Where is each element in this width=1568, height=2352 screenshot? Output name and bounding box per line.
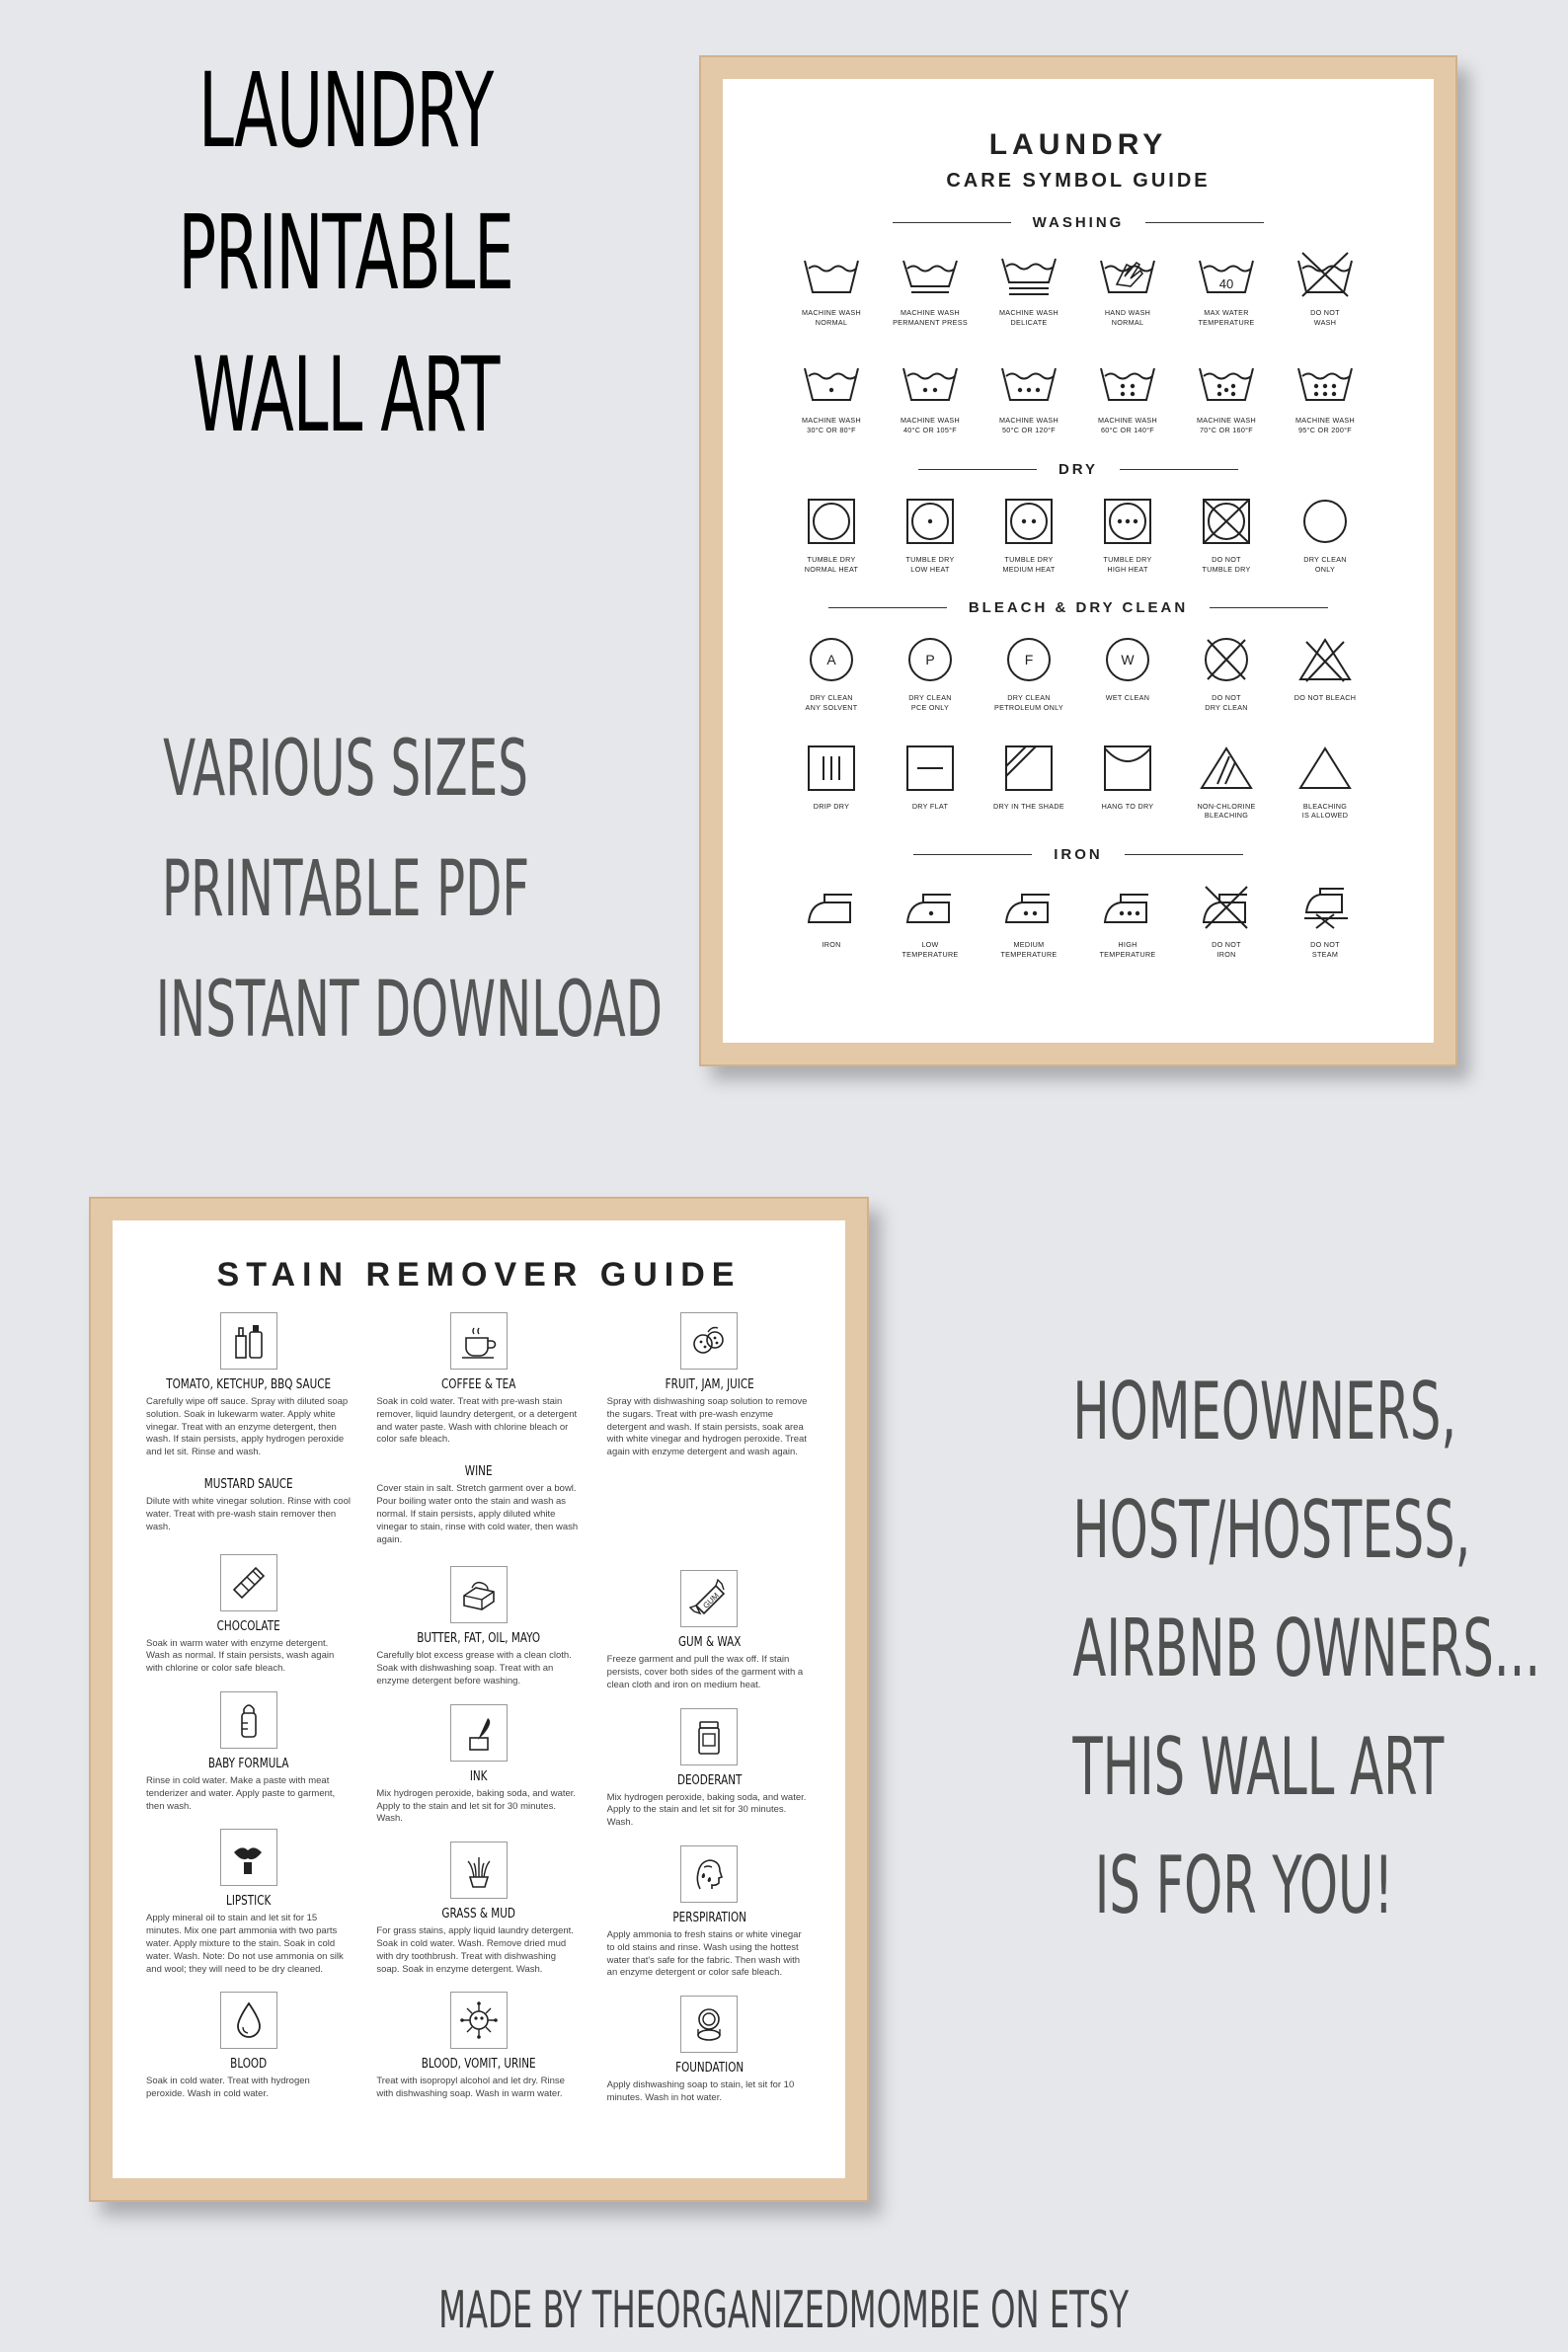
iron-high-icon <box>1097 883 1158 930</box>
stain-desc: Soak in cold water. Treat with hydrogen peroxide. Wash in cold water. <box>146 2076 310 2100</box>
symbol-dry-clean-any <box>782 636 881 712</box>
section-bleach <box>723 599 1434 616</box>
headline-line-2: PRINTABLE <box>178 193 513 313</box>
stain-desc: Spray with dishwashing soap solution to remove the sugars. Treat with pre-wash enzyme detergent and wash. If stain persists, soak area with white vinegar and hydrogen peroxide. Treat again with enzyme detergent and wash again. <box>606 1396 808 1458</box>
stain-item-wine <box>370 1462 587 1546</box>
iron-row <box>723 883 1434 959</box>
lipstick-icon <box>220 1829 277 1886</box>
symbol-dry-clean-pce <box>881 636 980 712</box>
berries-icon <box>680 1312 738 1370</box>
laundry-poster-frame <box>699 55 1457 1066</box>
non-chlorine-bleach-icon <box>1196 745 1257 792</box>
max-temp-value: 40 <box>1218 276 1234 291</box>
stain-item-gum <box>601 1570 818 1691</box>
stain-name: INK <box>470 1768 488 1784</box>
stain-column-1 <box>140 1312 356 2121</box>
section-dry <box>723 461 1434 478</box>
section-iron-label: IRON <box>1054 846 1103 864</box>
symbol-caption: HAND WASH NORMAL <box>1104 308 1151 327</box>
stain-name: BLOOD <box>230 2057 268 2073</box>
stain-name: MUSTARD SAUCE <box>203 1477 293 1493</box>
symbol-non-chlorine <box>1177 745 1276 821</box>
stain-item-tomato <box>140 1312 356 1459</box>
symbol-caption: DO NOT STEAM <box>1310 940 1340 959</box>
symbol-caption: MACHINE WASH 60°C OR 140°F <box>1097 416 1158 435</box>
symbol-tumble-dry-medium <box>980 498 1078 574</box>
symbol-caption: DRY CLEAN PCE ONLY <box>908 693 952 713</box>
symbol-wash-30 <box>782 358 881 434</box>
do-not-iron-icon <box>1196 883 1257 930</box>
stain-name: LIPSTICK <box>226 1894 272 1910</box>
symbol-delicate <box>980 251 1078 327</box>
stain-item-lipstick <box>140 1829 356 1976</box>
stain-name: BABY FORMULA <box>207 1756 289 1771</box>
stain-desc: Rinse in cold water. Make a paste with meat tenderizer and water. Apply paste to garment, then wash. <box>146 1774 336 1812</box>
ink-quill-icon <box>450 1704 508 1762</box>
stain-title: STAIN REMOVER GUIDE <box>216 1256 742 1294</box>
symbol-tumble-dry-normal <box>782 498 881 574</box>
stain-name: TOMATO, KETCHUP, BBQ SAUCE <box>166 1377 332 1392</box>
dry-flat-icon <box>900 745 961 792</box>
stain-item-bodily <box>370 1992 587 2101</box>
headline <box>39 50 652 455</box>
circle-a-icon <box>801 636 862 683</box>
section-iron <box>723 846 1434 863</box>
wash-tub-icon <box>801 251 862 298</box>
symbol-max-temperature <box>1177 251 1276 327</box>
symbol-bleaching-allowed <box>1276 745 1374 821</box>
stain-item-perspiration <box>601 1845 818 1980</box>
stain-desc: Mix hydrogen peroxide, baking soda, and water. Apply to the stain and let sit for 30 minutes. Wash. <box>376 1787 577 1825</box>
circle-w-icon <box>1097 636 1158 683</box>
headline-line-3: WALL ART <box>192 335 500 455</box>
do-not-steam-icon <box>1294 883 1356 930</box>
symbol-dry-in-shade <box>980 745 1078 821</box>
symbol-wash-40 <box>881 358 980 434</box>
stain-item-baby-formula <box>140 1691 356 1813</box>
audience-line-3: AIRBNB OWNERS... <box>1072 1603 1541 1694</box>
stain-column-3 <box>601 1312 818 2121</box>
stain-column-2 <box>370 1312 587 2121</box>
hand-wash-icon <box>1097 251 1158 298</box>
symbol-caption: DO NOT WASH <box>1310 308 1340 327</box>
stain-item-grass <box>370 1842 587 1976</box>
symbol-caption: DRY IN THE SHADE <box>993 801 1064 811</box>
symbol-caption: DRY CLEAN ONLY <box>1303 554 1347 574</box>
bleach-allowed-icon <box>1294 745 1356 792</box>
letter-f: F <box>1024 652 1034 668</box>
stain-desc: For grass stains, apply liquid laundry detergent. Soak in cold water. Wash. Remove dried mud with dry toothbrush. Treat with dishwashing soap. Soak in enzyme detergent. Wash. <box>376 1925 574 1975</box>
symbol-iron <box>782 883 881 959</box>
stain-desc: Mix hydrogen peroxide, baking soda, and water. Apply to the stain and let sit for 30 minutes. Wash. <box>606 1791 807 1829</box>
symbol-wash-50 <box>980 358 1078 434</box>
symbol-wet-clean <box>1078 636 1177 712</box>
wash-5-dots-icon <box>1196 358 1257 406</box>
symbol-iron-high <box>1078 883 1177 959</box>
audience-line-5: IS FOR YOU! <box>1094 1840 1394 1931</box>
symbol-caption: TUMBLE DRY HIGH HEAT <box>1103 554 1152 574</box>
stain-item-blood <box>140 1992 356 2101</box>
symbol-do-not-bleach <box>1276 636 1374 712</box>
stain-item-foundation <box>601 1996 818 2105</box>
headline-line-1: LAUNDRY <box>198 50 493 171</box>
feature-pdf: PRINTABLE PDF <box>161 845 530 934</box>
letter-a: A <box>826 652 836 668</box>
stain-desc: Treat with isopropyl alcohol and let dry. Rinse with dishwashing soap. Wash in warm water. <box>376 2076 565 2100</box>
circle-p-icon <box>900 636 961 683</box>
laundry-title: LAUNDRY <box>988 128 1168 161</box>
symbol-caption: NON-CHLORINE BLEACHING <box>1197 801 1256 821</box>
symbol-caption: DO NOT IRON <box>1212 940 1241 959</box>
blood-drop-icon <box>220 1992 277 2049</box>
bleach-row-2 <box>723 745 1434 821</box>
stain-grid <box>113 1312 845 2121</box>
svg-text:GUM: GUM <box>701 1591 722 1610</box>
symbol-caption: DRIP DRY <box>813 801 850 811</box>
symbol-caption: TUMBLE DRY MEDIUM HEAT <box>1002 554 1056 574</box>
stain-desc: Dilute with white vinegar solution. Rinse with cool water. Treat with pre-wash stain remover then wash. <box>146 1496 351 1532</box>
stain-desc: Cover stain in salt. Stretch garment over a bowl. Pour boiling water onto the stain and wash as normal. If stain persists, apply diluted white vinegar to stain, rinse with cold water, then wash again. <box>376 1483 579 1545</box>
symbol-permanent-press <box>881 251 980 327</box>
audience-text <box>968 1366 1541 1931</box>
circle-f-icon <box>998 636 1059 683</box>
symbol-caption: BLEACHING IS ALLOWED <box>1301 801 1349 821</box>
laundry-subtitle: CARE SYMBOL GUIDE <box>946 170 1211 192</box>
symbol-drip-dry <box>782 745 881 821</box>
symbol-caption: MEDIUM TEMPERATURE <box>1000 940 1058 959</box>
symbol-caption: WET CLEAN <box>1105 693 1150 703</box>
section-dry-label: DRY <box>1058 460 1099 478</box>
butter-icon <box>450 1566 508 1623</box>
do-not-wash-icon <box>1294 251 1356 298</box>
deodorant-icon <box>680 1708 738 1765</box>
symbol-machine-wash-normal <box>782 251 881 327</box>
wash-tub-permanent-press-icon <box>900 251 961 298</box>
wash-tub-delicate-icon <box>998 251 1059 298</box>
stain-item-ink <box>370 1704 587 1826</box>
section-washing-label: WASHING <box>1032 214 1125 231</box>
dry-in-shade-icon <box>998 745 1059 792</box>
baby-bottle-icon <box>220 1691 277 1749</box>
symbol-caption: LOW TEMPERATURE <box>902 940 959 959</box>
tumble-dry-low-icon <box>900 498 961 545</box>
symbol-dry-clean-only <box>1276 498 1374 574</box>
symbol-caption: HIGH TEMPERATURE <box>1099 940 1156 959</box>
symbol-caption: DRY FLAT <box>911 801 949 811</box>
iron-low-icon <box>900 883 961 930</box>
stain-item-fruit <box>601 1312 818 1459</box>
symbol-caption: TUMBLE DRY NORMAL HEAT <box>804 554 859 574</box>
feature-download: INSTANT DOWNLOAD <box>155 966 663 1055</box>
stain-name: GUM & WAX <box>677 1635 741 1651</box>
symbol-caption: HANG TO DRY <box>1101 801 1154 811</box>
do-not-dry-clean-icon <box>1196 636 1257 683</box>
stain-item-chocolate <box>140 1554 356 1676</box>
washing-row-2 <box>723 358 1434 434</box>
symbol-caption: MACHINE WASH 30°C OR 80°F <box>801 416 862 435</box>
symbol-do-not-iron <box>1177 883 1276 959</box>
symbol-hand-wash <box>1078 251 1177 327</box>
bottles-icon <box>220 1312 277 1370</box>
stain-name: COFFEE & TEA <box>441 1377 516 1392</box>
compact-icon <box>680 1996 738 2053</box>
symbol-caption: DO NOT BLEACH <box>1294 693 1357 703</box>
coffee-cup-icon <box>450 1312 508 1370</box>
wash-1-dot-icon <box>801 358 862 406</box>
symbol-caption: DO NOT DRY CLEAN <box>1205 693 1248 713</box>
stain-name: PERSPIRATION <box>672 1910 746 1925</box>
symbol-caption: DRY CLEAN PETROLEUM ONLY <box>994 693 1063 713</box>
symbol-caption: DRY CLEAN ANY SOLVENT <box>805 693 858 713</box>
symbol-do-not-steam <box>1276 883 1374 959</box>
stain-item-mustard <box>140 1475 356 1533</box>
feature-list <box>39 725 663 1055</box>
section-bleach-label: BLEACH & DRY CLEAN <box>968 599 1189 617</box>
wash-6-dots-icon <box>1294 358 1356 406</box>
potted-grass-icon <box>450 1842 508 1899</box>
bleach-row-1 <box>723 636 1434 712</box>
tumble-dry-icon <box>801 498 862 545</box>
stain-name: FOUNDATION <box>674 2061 744 2077</box>
wash-2-dots-icon <box>900 358 961 406</box>
gum-wrapper-icon <box>680 1570 738 1627</box>
stain-poster <box>113 1220 845 2178</box>
symbol-caption: MACHINE WASH NORMAL <box>801 308 862 327</box>
germ-icon <box>450 1992 508 2049</box>
dry-row <box>723 498 1434 574</box>
drip-dry-icon <box>801 745 862 792</box>
wash-3-dots-icon <box>998 358 1059 406</box>
stain-desc: Apply mineral oil to stain and let sit for 15 minutes. Mix one part ammonia with two parts water. Apply mixture to the stain. Soak in cold water. Wash. Note: Do not use ammonia on silk and wool; they will need to be dry cleaned. <box>146 1913 344 1975</box>
symbol-caption: TUMBLE DRY LOW HEAT <box>905 554 955 574</box>
laundry-poster <box>723 79 1434 1043</box>
feature-sizes: VARIOUS SIZES <box>163 725 528 814</box>
stain-item-deoderant <box>601 1708 818 1830</box>
wash-4-dots-icon <box>1097 358 1158 406</box>
symbol-do-not-wash <box>1276 251 1374 327</box>
audience-line-4: THIS WALL ART <box>1072 1721 1445 1813</box>
symbol-iron-medium <box>980 883 1078 959</box>
stain-desc: Soak in cold water. Treat with pre-wash stain remover, liquid laundry detergent, or a detergent and water paste. Wash with chlorine bleach or color safe bleach. <box>376 1396 578 1446</box>
symbol-tumble-dry-low <box>881 498 980 574</box>
stain-name: DEODERANT <box>676 1772 743 1788</box>
stain-item-butter <box>370 1566 587 1687</box>
stain-desc: Apply ammonia to fresh stains or white vinegar to old stains and rinse. Wash using the hottest water that's safe for the fabric. Then wash with an enzyme detergent or color safe bleach. <box>606 1928 802 1979</box>
symbol-caption: MACHINE WASH 50°C OR 120°F <box>998 416 1059 435</box>
stain-name: BLOOD, VOMIT, URINE <box>422 2057 536 2073</box>
symbol-caption: MACHINE WASH PERMANENT PRESS <box>893 308 968 327</box>
section-washing <box>723 214 1434 231</box>
symbol-do-not-tumble-dry <box>1177 498 1276 574</box>
symbol-caption: DO NOT TUMBLE DRY <box>1202 554 1251 574</box>
symbol-caption: IRON <box>822 940 841 950</box>
symbol-caption: MACHINE WASH 40°C OR 105°F <box>900 416 961 435</box>
symbol-wash-95 <box>1276 358 1374 434</box>
dry-clean-icon <box>1294 498 1356 545</box>
audience-line-2: HOST/HOSTESS, <box>1072 1484 1471 1576</box>
symbol-wash-60 <box>1078 358 1177 434</box>
stain-name: WINE <box>465 1464 493 1480</box>
symbol-hang-to-dry <box>1078 745 1177 821</box>
audience-line-1: HOMEOWNERS, <box>1072 1366 1457 1457</box>
symbol-dry-clean-petroleum <box>980 636 1078 712</box>
symbol-caption: MACHINE WASH 70°C OR 160°F <box>1196 416 1257 435</box>
tumble-dry-medium-icon <box>998 498 1059 545</box>
stain-name: FRUIT, JAM, JUICE <box>665 1377 754 1392</box>
do-not-bleach-icon <box>1294 636 1356 683</box>
symbol-iron-low <box>881 883 980 959</box>
stain-name: BUTTER, FAT, OIL, MAYO <box>417 1631 541 1647</box>
stain-item-coffee <box>370 1312 587 1447</box>
hang-to-dry-icon <box>1097 745 1158 792</box>
letter-w: W <box>1121 652 1135 668</box>
stain-poster-frame <box>89 1197 869 2202</box>
footer <box>0 2281 1568 2340</box>
tumble-dry-high-icon <box>1097 498 1158 545</box>
symbol-wash-70 <box>1177 358 1276 434</box>
do-not-tumble-dry-icon <box>1196 498 1257 545</box>
stain-desc: Carefully blot excess grease with a clean cloth. Soak with dishwashing soap. Treat with an enzyme detergent before washing. <box>376 1650 572 1686</box>
sweating-face-icon <box>680 1845 738 1903</box>
stain-desc: Carefully wipe off sauce. Spray with diluted soap solution. Soak in lukewarm water. Apply white vinegar. Treat with an enzyme detergent, then wash. If stain persists, apply hydrogen peroxide and let sit. Rinse and wash. <box>146 1396 349 1458</box>
symbol-do-not-dry-clean <box>1177 636 1276 712</box>
washing-row-1 <box>723 251 1434 327</box>
iron-icon <box>801 883 862 930</box>
footer-credit: MADE BY THEORGANIZEDMOMBIE ON ETSY <box>438 2281 1130 2340</box>
symbol-caption: MACHINE WASH 95°C OR 200°F <box>1294 416 1356 435</box>
symbol-tumble-dry-high <box>1078 498 1177 574</box>
stain-name: GRASS & MUD <box>441 1907 516 1922</box>
iron-medium-icon <box>998 883 1059 930</box>
chocolate-bar-icon <box>220 1554 277 1611</box>
max-temp-icon <box>1196 251 1257 298</box>
symbol-caption: MAX WATER TEMPERATURE <box>1198 308 1255 327</box>
stain-desc: Freeze garment and pull the wax off. If stain persists, cover both sides of the garment with a clean cloth and iron on medium heat. <box>606 1654 804 1690</box>
symbol-caption: MACHINE WASH DELICATE <box>998 308 1059 327</box>
symbol-dry-flat <box>881 745 980 821</box>
stain-name: CHOCOLATE <box>216 1618 280 1634</box>
stain-desc: Soak in warm water with enzyme detergent. Wash as normal. If stain persists, wash again with chlorine or color safe bleach. <box>146 1637 335 1675</box>
stain-desc: Apply dishwashing soap to stain, let sit for 10 minutes. Wash in hot water. <box>606 2079 795 2103</box>
letter-p: P <box>925 652 935 668</box>
